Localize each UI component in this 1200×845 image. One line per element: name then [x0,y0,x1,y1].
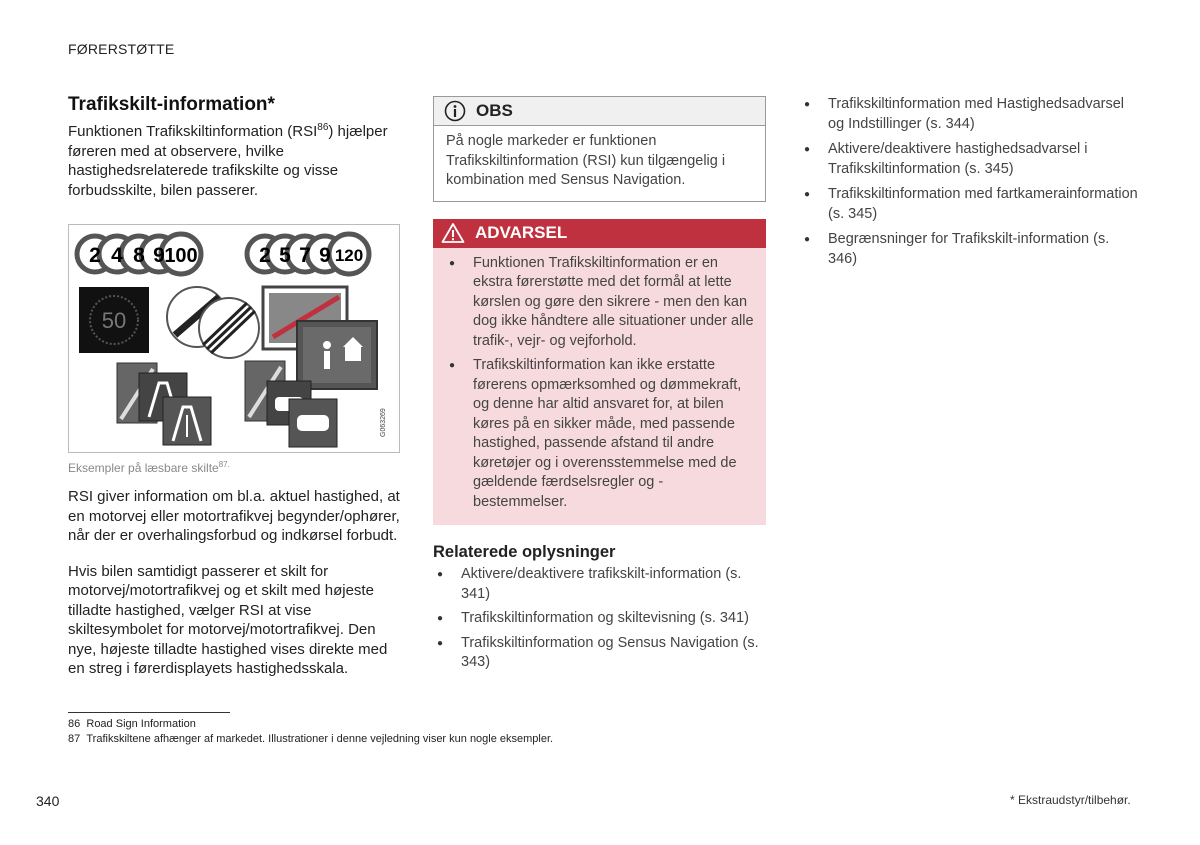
related-title: Relaterede oplysninger [433,543,616,561]
speed-signs-left [77,234,201,274]
motorway-signs [117,363,211,445]
warning-box [433,219,766,526]
intro-text-end: ) hjælper føreren med at observere, hvilke hastighedsrelaterede trafikskilte og visse forbudsskilte, bilen passerer. [68,123,388,199]
footnote-86 [68,718,196,730]
road-signs-figure [68,224,400,453]
footnote-text: Road Sign Information [86,718,196,730]
footnote-87 [68,733,553,745]
end-restriction-signs [167,287,259,358]
obs-box [433,96,766,202]
living-street-sign [297,321,377,389]
sign-text: 2 [259,244,271,267]
related-link[interactable]: ● Trafikskiltinformation med Hastighedsadvarsel og Indstillinger (s. 344) [800,95,1140,134]
related-list [433,565,766,673]
sign-text: 4 [111,244,123,267]
sign-text: 9 [153,244,165,267]
related-link[interactable]: ● Begrænsninger for Trafikskilt-information (s. 346) [800,230,1140,269]
speed-signs-right [247,234,369,274]
related-link[interactable]: ● Trafikskiltinformation og Sensus Navigation (s. 343) [433,634,766,673]
paragraph-3: Hvis bilen samtidigt passerer et skilt for motorvej/motortrafikvej og et skilt med højeste tilladte hastighed, vælger RSI at vise skiltesymbolet for motorvej/motortrafikvej. Den nye, højeste tilladte hastighed vises direkte med en streg i førerdisplayets hastighedsskala. [68,562,388,677]
sign-text: 8 [133,244,145,267]
footnote-ref-86[interactable]: 86 [317,122,329,133]
figure-code: G063269 [380,408,387,437]
list-item: ● Funktionen Trafikskiltinformation er en ekstra førerstøtte med det formål at lette kørslen og gøre den sikrere - men den kan dog ikke håndtere alle situationer under alle trafik-, vejr- og vejforhold. [445,254,754,352]
warning-list [433,248,766,526]
obs-title: OBS [476,101,513,120]
sign-text: 5 [279,244,291,267]
figure-caption [68,461,400,475]
paragraph-2: RSI giver information om bl.a. aktuel hastighed, at en motorvej eller motortrafikvej begynder/ophører, når der er overhalingsforbud og indkørsel forbudt. [68,488,400,544]
info-icon [444,100,466,122]
related-link[interactable]: ● Aktivere/deaktivere hastighedsadvarsel i Trafikskiltinformation (s. 345) [800,140,1140,179]
intro-paragraph [68,122,400,200]
warning-icon [441,222,465,244]
sign-text: 50 [101,308,127,333]
warning-header [433,219,766,248]
notes-column [433,96,766,678]
list-item: ● Trafikskiltinformation kan ikke erstatte førerens opmærksomhed og dømmekraft, og denne har altid ansvaret for, at bilen køres på en sikker måde, med passende hastighed, passende afstand til andre køretøjer og i overensstemmelse med de gældende færdselsregler og -bestemmelser. [445,356,754,512]
warning-title: ADVARSEL [475,223,568,242]
sign-text: 100 [164,245,198,267]
page-number: 340 [36,793,60,809]
related-link[interactable]: ● Trafikskiltinformation med fartkamerainformation (s. 345) [800,185,1140,224]
intro-text-start: Funktionen Trafikskiltinformation (RSI [68,123,318,140]
sign-text: 9 [319,244,331,267]
related-continued-column [800,95,1140,275]
footer-note: * Ekstraudstyr/tilbehør. [1010,793,1131,807]
sign-text: 7 [299,244,311,267]
footnote-number: 86 [68,718,81,730]
footnote-text: Trafikskiltene afhænger af markedet. Illustrationer i denne vejledning viser kun nogle eksempler. [86,733,554,745]
sign-text: 2 [89,244,101,267]
related-list-continued [800,95,1140,269]
main-column [68,94,400,695]
footnote-number: 87 [68,733,81,745]
section-title: Trafikskilt-information* [68,94,275,115]
obs-header [434,97,765,126]
footnote-divider [68,712,230,713]
related-link[interactable]: ● Trafikskiltinformation og skiltevisning (s. 341) [433,609,766,629]
related-link[interactable]: ● Aktivere/deaktivere trafikskilt-information (s. 341) [433,565,766,604]
obs-text: På nogle markeder er funktionen Trafikskiltinformation (RSI) kun tilgængelig i kombination med Sensus Navigation. [446,133,726,188]
digital-speed-sign [79,287,149,353]
footnote-ref-87[interactable]: 87. [218,460,230,469]
caption-text: Eksempler på læsbare skilte [68,461,219,475]
road-signs-illustration [69,225,399,452]
sign-text: 120 [334,246,364,265]
running-header: FØRERSTØTTE [68,41,175,57]
